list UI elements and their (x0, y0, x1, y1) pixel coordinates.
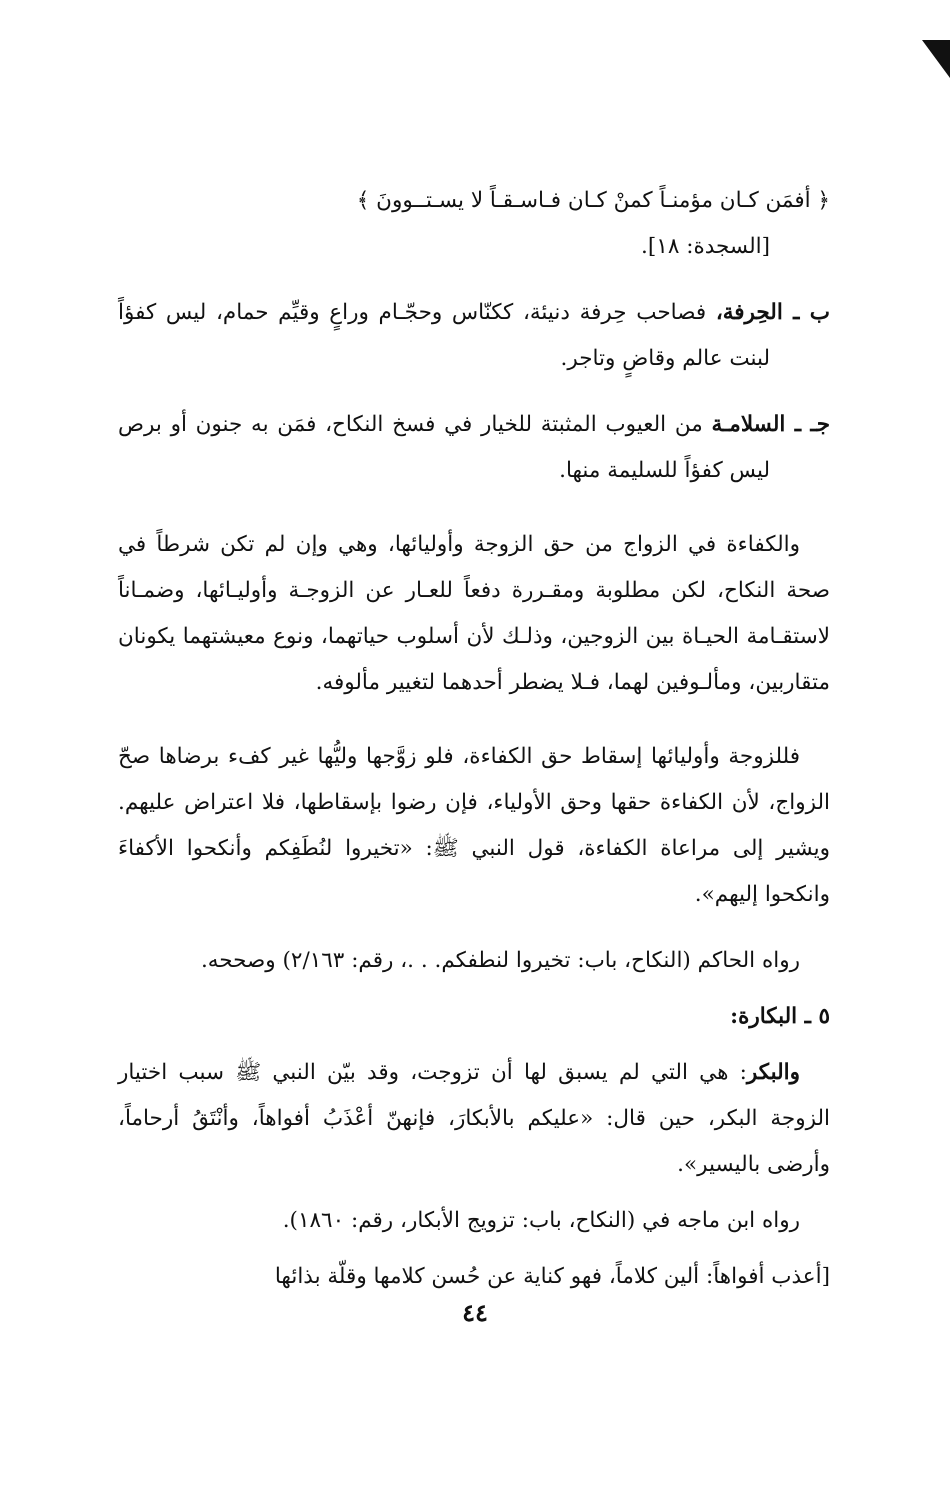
verse-text: ﴿ أفمَن كـان مؤمنـاً كمنْ كـان فـاسـقـاً لا يسـتــوونَ ﴾ (356, 188, 830, 213)
item-c-salama (118, 402, 830, 494)
paragraph-kafaa: والكفاءة في الزواج من حق الزوجة وأوليائها، وهي وإن لم تكن شرطاً في صحة النكاح، لكن مطلوبة ومقـررة دفعاً للعـار عن الزوجـة وأوليـائها، وضمـاناً لاستقـامة الحيـاة بين الزوجين، وذلـك لأن أسلوب حياتهما، ونوع معيشتهما يكونان متقاربين، ومألـوفين لهما، فـلا يضطر أحدهما لتغيير مألوفه. (118, 532, 830, 695)
item-c-label: جـ ـ السلامـة (711, 412, 831, 437)
page-body (118, 178, 830, 1300)
item-b-label: ب ـ الحِرفة، (715, 300, 830, 325)
page-number: ٤٤ (462, 1298, 488, 1327)
section-heading-bakara: ٥ ـ البكارة: (730, 1004, 830, 1029)
source-ibn-majah: رواه ابن ماجه في (النكاح، باب: تزويج الأبكار، رقم: ١٨٦٠). (282, 1208, 800, 1233)
bikr-lead: والبكر (746, 1060, 800, 1085)
source-hakim: رواه الحاكم (النكاح، باب: تخيروا لنطفكم. . .، رقم: ٢/١٦٣) وصححه. (200, 948, 800, 973)
item-b-hirfa (118, 290, 830, 382)
corner-marker (922, 40, 950, 78)
quran-verse (118, 178, 830, 270)
verse-reference: [السجدة: ١٨]. (641, 234, 770, 259)
paragraph-bikr (118, 1050, 830, 1188)
item-c-text: من العيوب المثبتة للخيار في فسخ النكاح، فمَن به جنون أو برص ليس كفؤاً للسليمة منها. (118, 412, 770, 483)
item-b-text: فصاحب حِرفة دنيئة، ككنّاس وحجّـام وراعٍ وقيِّم حمام، ليس كفؤاً لبنت عالم وقاضٍ وتاجر. (118, 300, 770, 371)
paragraph-isqat: فللزوجة وأوليائها إسقاط حق الكفاءة، فلو زوَّجها وليُّها غير كفء برضاها صحّ الزواج، لأن الكفاءة حقها وحق الأولياء، فإن رضوا بإسقاطها، فلا اعتراض عليهم. ويشير إلى مراعاة الكفاءة، قول النبي ﷺ: «تخيروا لنُطَفِكم وأنكحوا الأكفاءَ وانكحوا إليهم». (118, 744, 830, 907)
bikr-text: : هي التي لم يسبق لها أن تزوجت، وقد بيّن النبي ﷺ سبب اختيار الزوجة البكر، حين قال: «عليكم بالأبكارَ، فإنهنّ أعْذَبُ أفواهاً، وأنْتَقُ أرحاماً، وأرضى باليسير». (118, 1060, 830, 1177)
note-line: [أعذب أفواهاً: ألين كلاماً، فهو كناية عن حُسن كلامها وقلّة بذائها (274, 1264, 830, 1289)
